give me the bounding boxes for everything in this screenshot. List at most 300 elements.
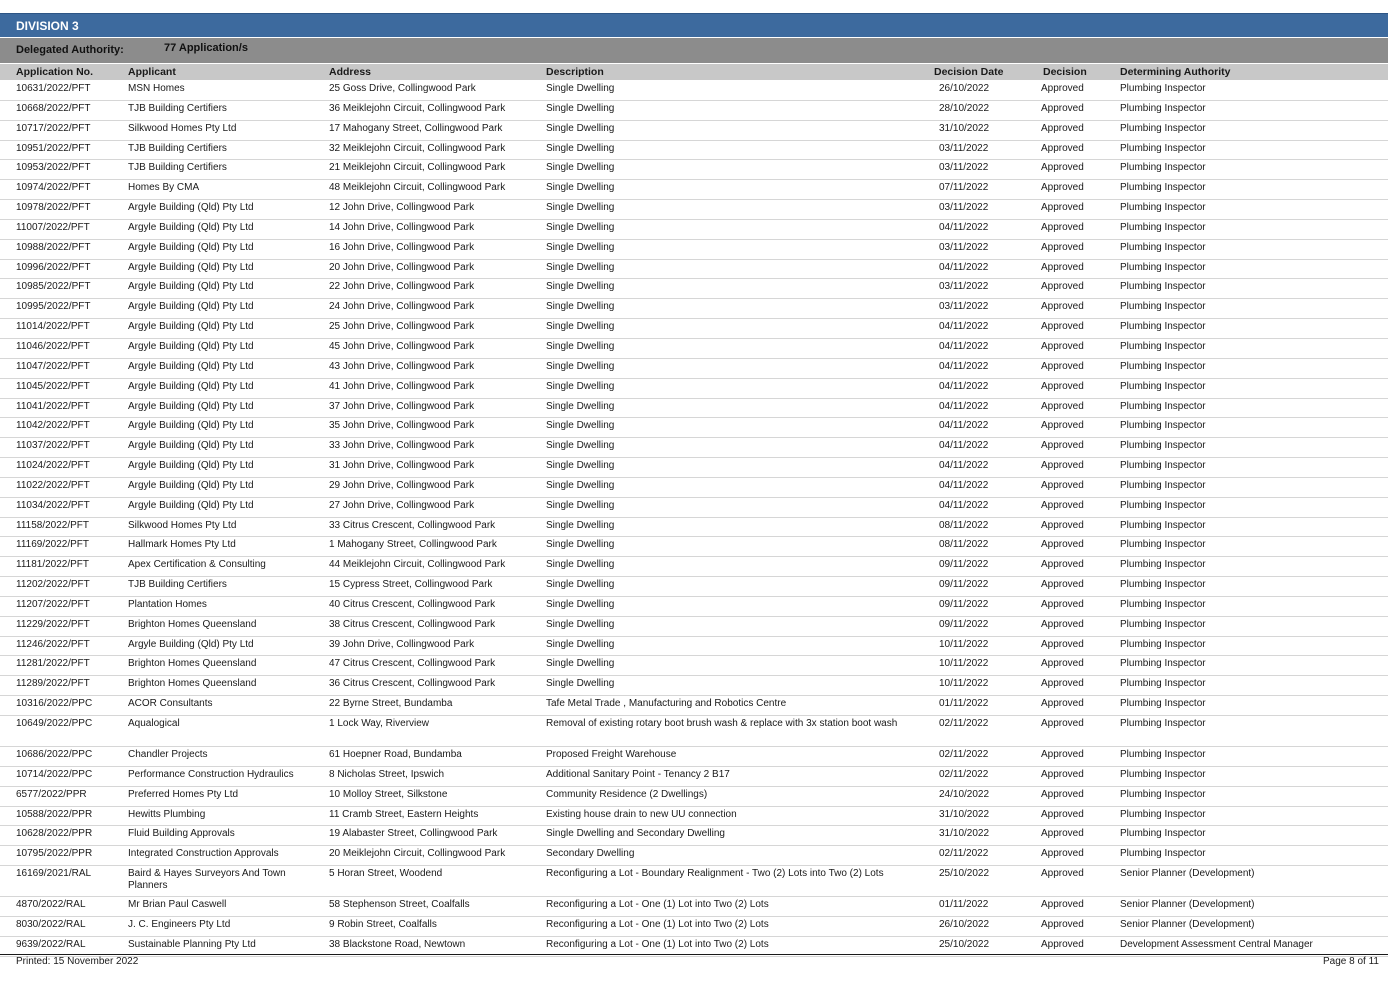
determining-authority-cell: Development Assessment Central Manager: [1120, 938, 1313, 950]
table-row: [0, 676, 1388, 696]
decision-date-cell: 04/11/2022: [939, 479, 989, 491]
determining-authority-cell: Plumbing Inspector: [1120, 718, 1206, 729]
determining-authority-cell: Plumbing Inspector: [1120, 321, 1206, 333]
table-row: [0, 826, 1388, 846]
determining-authority-cell: Plumbing Inspector: [1120, 638, 1206, 650]
decision-cell: Approved: [1041, 678, 1084, 690]
determining-authority-cell: Senior Planner (Development): [1120, 899, 1255, 911]
column-header-application-no: Application No.: [16, 66, 93, 78]
decision-date-cell: 04/11/2022: [939, 321, 989, 333]
authority-bar: [0, 38, 1388, 63]
table-row: [0, 141, 1388, 161]
decision-cell: Approved: [1041, 340, 1084, 352]
description-cell: Single Dwelling: [546, 83, 615, 94]
address-cell: 22 Byrne Street, Bundamba: [329, 698, 453, 710]
decision-date-cell: 02/11/2022: [939, 848, 989, 860]
table-row: [0, 557, 1388, 577]
determining-authority-cell: Plumbing Inspector: [1120, 440, 1206, 452]
applicant-cell: Silkwood Homes Pty Ltd: [128, 519, 237, 531]
page-footer: [0, 954, 1388, 975]
determining-authority-cell: Plumbing Inspector: [1120, 579, 1206, 591]
decision-date-cell: 04/11/2022: [939, 440, 989, 452]
applicant-cell: Hallmark Homes Pty Ltd: [128, 539, 236, 551]
description-cell: Single Dwelling: [546, 658, 615, 670]
decision-cell: Approved: [1041, 848, 1084, 860]
description-cell: Reconfiguring a Lot - One (1) Lot into Two (2) Lots: [546, 899, 769, 911]
address-cell: 14 John Drive, Collingwood Park: [329, 221, 475, 233]
applicant-cell: Aqualogical: [128, 718, 180, 729]
decision-cell: Approved: [1041, 618, 1084, 630]
application-no-cell: 11041/2022/PFT: [16, 400, 90, 412]
application-no-cell: 10714/2022/PPC: [16, 768, 93, 780]
decision-cell: Approved: [1041, 768, 1084, 780]
determining-authority-cell: Plumbing Inspector: [1120, 281, 1206, 293]
decision-date-cell: 04/11/2022: [939, 221, 989, 233]
decision-date-cell: 03/11/2022: [939, 241, 989, 253]
applicant-cell: Argyle Building (Qld) Pty Ltd: [128, 202, 254, 214]
decision-cell: Approved: [1041, 360, 1084, 372]
table-row: [0, 478, 1388, 498]
table-row: [0, 597, 1388, 617]
address-cell: 39 John Drive, Collingwood Park: [329, 638, 475, 650]
table-row: [0, 200, 1388, 220]
address-cell: 20 Meiklejohn Circuit, Collingwood Park: [329, 848, 506, 860]
decision-date-cell: 09/11/2022: [939, 618, 989, 630]
address-cell: 38 Blackstone Road, Newtown: [329, 938, 466, 950]
applicant-cell: Argyle Building (Qld) Pty Ltd: [128, 340, 254, 352]
description-cell: Single Dwelling: [546, 460, 615, 472]
table-row: [0, 458, 1388, 478]
application-no-cell: 11158/2022/PFT: [16, 519, 90, 531]
application-no-cell: 4870/2022/RAL: [16, 899, 86, 911]
determining-authority-cell: Plumbing Inspector: [1120, 420, 1206, 432]
address-cell: 8 Nicholas Street, Ipswich: [329, 768, 445, 780]
table-row: [0, 767, 1388, 787]
applicant-cell: MSN Homes: [128, 83, 185, 94]
application-no-cell: 11042/2022/PFT: [16, 420, 90, 432]
determining-authority-cell: Plumbing Inspector: [1120, 658, 1206, 670]
description-cell: Single Dwelling: [546, 142, 615, 154]
table-row: [0, 359, 1388, 379]
address-cell: 15 Cypress Street, Collingwood Park: [329, 579, 493, 591]
application-no-cell: 6577/2022/PPR: [16, 788, 87, 800]
determining-authority-cell: Plumbing Inspector: [1120, 380, 1206, 392]
application-no-cell: 10995/2022/PFT: [16, 301, 91, 313]
address-cell: 27 John Drive, Collingwood Park: [329, 499, 475, 511]
decision-date-cell: 03/11/2022: [939, 301, 989, 313]
address-cell: 38 Citrus Crescent, Collingwood Park: [329, 618, 496, 630]
application-no-cell: 16169/2021/RAL: [16, 868, 92, 880]
decision-cell: Approved: [1041, 718, 1084, 729]
determining-authority-cell: Plumbing Inspector: [1120, 479, 1206, 491]
decision-cell: Approved: [1041, 380, 1084, 392]
determining-authority-cell: Plumbing Inspector: [1120, 559, 1206, 571]
determining-authority-cell: Plumbing Inspector: [1120, 142, 1206, 154]
address-cell: 11 Cramb Street, Eastern Heights: [329, 808, 479, 820]
decision-date-cell: 08/11/2022: [939, 519, 989, 531]
description-cell: Single Dwelling: [546, 598, 615, 610]
description-cell: Reconfiguring a Lot - Boundary Realignment - Two (2) Lots into Two (2) Lots: [546, 868, 884, 880]
column-header-address: Address: [329, 66, 372, 78]
table-row: [0, 747, 1388, 767]
application-no-cell: 10649/2022/PPC: [16, 718, 93, 729]
description-cell: Existing house drain to new UU connection: [546, 808, 737, 820]
decision-date-cell: 24/10/2022: [939, 788, 990, 800]
application-no-cell: 11037/2022/PFT: [16, 440, 90, 452]
application-no-cell: 9639/2022/RAL: [16, 938, 86, 950]
description-cell: Single Dwelling: [546, 559, 615, 571]
application-no-cell: 11207/2022/PFT: [16, 598, 90, 610]
determining-authority-cell: Plumbing Inspector: [1120, 202, 1206, 214]
applicant-cell: Argyle Building (Qld) Pty Ltd: [128, 241, 254, 253]
table-row: [0, 160, 1388, 180]
address-cell: 35 John Drive, Collingwood Park: [329, 420, 475, 432]
description-cell: Single Dwelling: [546, 519, 615, 531]
application-no-cell: 10988/2022/PFT: [16, 241, 91, 253]
address-cell: 1 Mahogany Street, Collingwood Park: [329, 539, 497, 551]
decision-cell: Approved: [1041, 281, 1084, 293]
decision-cell: Approved: [1041, 321, 1084, 333]
description-cell: Single Dwelling: [546, 678, 615, 690]
applicant-cell: Preferred Homes Pty Ltd: [128, 788, 239, 800]
address-cell: 9 Robin Street, Coalfalls: [329, 918, 437, 930]
application-no-cell: 10951/2022/PFT: [16, 142, 91, 154]
description-cell: Reconfiguring a Lot - One (1) Lot into Two (2) Lots: [546, 918, 769, 930]
applicant-cell: Baird & Hayes Surveyors And Town Planners: [128, 868, 286, 892]
determining-authority-cell: Plumbing Inspector: [1120, 848, 1206, 860]
address-cell: 44 Meiklejohn Circuit, Collingwood Park: [329, 559, 506, 571]
description-cell: Single Dwelling: [546, 321, 615, 333]
determining-authority-cell: Senior Planner (Development): [1120, 918, 1255, 930]
determining-authority-cell: Plumbing Inspector: [1120, 102, 1206, 114]
determining-authority-cell: Plumbing Inspector: [1120, 519, 1206, 531]
decision-cell: Approved: [1041, 122, 1084, 134]
application-no-cell: 11181/2022/PFT: [16, 559, 90, 571]
address-cell: 16 John Drive, Collingwood Park: [329, 241, 475, 253]
application-no-cell: 10686/2022/PPC: [16, 749, 93, 760]
decision-date-cell: 09/11/2022: [939, 598, 989, 610]
description-cell: Single Dwelling: [546, 261, 615, 273]
table-row: [0, 319, 1388, 339]
application-no-cell: 10628/2022/PPR: [16, 828, 93, 840]
decision-date-cell: 28/10/2022: [939, 102, 990, 114]
applicant-cell: TJB Building Certifiers: [128, 162, 227, 174]
decision-cell: Approved: [1041, 202, 1084, 214]
description-cell: Reconfiguring a Lot - One (1) Lot into Two (2) Lots: [546, 938, 769, 950]
decision-date-cell: 09/11/2022: [939, 579, 989, 591]
table-row: [0, 537, 1388, 557]
applicant-cell: Argyle Building (Qld) Pty Ltd: [128, 221, 254, 233]
decision-cell: Approved: [1041, 241, 1084, 253]
decision-cell: Approved: [1041, 499, 1084, 511]
description-cell: Single Dwelling: [546, 102, 615, 114]
address-cell: 25 Goss Drive, Collingwood Park: [329, 83, 476, 94]
applicant-cell: Argyle Building (Qld) Pty Ltd: [128, 420, 254, 432]
decision-cell: Approved: [1041, 519, 1084, 531]
decision-cell: Approved: [1041, 221, 1084, 233]
description-cell: Single Dwelling: [546, 202, 615, 214]
description-cell: Single Dwelling: [546, 301, 615, 313]
application-no-cell: 10974/2022/PFT: [16, 182, 91, 194]
application-no-cell: 11289/2022/PFT: [16, 678, 90, 690]
decision-date-cell: 04/11/2022: [939, 400, 989, 412]
determining-authority-cell: Plumbing Inspector: [1120, 598, 1206, 610]
application-no-cell: 10631/2022/PFT: [16, 83, 91, 94]
address-cell: 17 Mahogany Street, Collingwood Park: [329, 122, 503, 134]
description-cell: Single Dwelling: [546, 479, 615, 491]
applicant-cell: Argyle Building (Qld) Pty Ltd: [128, 321, 254, 333]
determining-authority-cell: Plumbing Inspector: [1120, 182, 1206, 194]
decision-date-cell: 31/10/2022: [939, 828, 990, 840]
division-title: DIVISION 3: [0, 13, 1388, 37]
decision-cell: Approved: [1041, 598, 1084, 610]
application-no-cell: 11281/2022/PFT: [16, 658, 90, 670]
decision-cell: Approved: [1041, 479, 1084, 491]
address-cell: 22 John Drive, Collingwood Park: [329, 281, 475, 293]
description-cell: Single Dwelling: [546, 380, 615, 392]
decision-cell: Approved: [1041, 788, 1084, 800]
table-row: [0, 807, 1388, 827]
page-number: Page 8 of 11: [1323, 956, 1379, 967]
determining-authority-cell: Plumbing Inspector: [1120, 499, 1206, 511]
table-row: [0, 846, 1388, 866]
determining-authority-cell: Plumbing Inspector: [1120, 122, 1206, 134]
decision-cell: Approved: [1041, 182, 1084, 194]
decision-cell: Approved: [1041, 638, 1084, 650]
determining-authority-cell: Plumbing Inspector: [1120, 221, 1206, 233]
column-header-row: [0, 64, 1388, 80]
applicant-cell: J. C. Engineers Pty Ltd: [128, 918, 231, 930]
applications-table: [0, 81, 1388, 957]
application-no-cell: 11034/2022/PFT: [16, 499, 90, 511]
table-row: [0, 787, 1388, 807]
table-row: [0, 716, 1388, 747]
description-cell: Single Dwelling: [546, 440, 615, 452]
decision-date-cell: 04/11/2022: [939, 460, 989, 472]
table-row: [0, 656, 1388, 676]
decision-cell: Approved: [1041, 539, 1084, 551]
table-row: [0, 260, 1388, 280]
application-no-cell: 11047/2022/PFT: [16, 360, 90, 372]
table-row: [0, 121, 1388, 141]
application-no-cell: 10953/2022/PFT: [16, 162, 91, 174]
table-row: [0, 81, 1388, 101]
printed-date: Printed: 15 November 2022: [16, 956, 139, 967]
decision-date-cell: 09/11/2022: [939, 559, 989, 571]
address-cell: 21 Meiklejohn Circuit, Collingwood Park: [329, 162, 506, 174]
address-cell: 10 Molloy Street, Silkstone: [329, 788, 448, 800]
applicant-cell: Plantation Homes: [128, 598, 207, 610]
decision-cell: Approved: [1041, 828, 1084, 840]
application-no-cell: 11169/2022/PFT: [16, 539, 90, 551]
decision-date-cell: 04/11/2022: [939, 420, 989, 432]
table-row: [0, 279, 1388, 299]
determining-authority-cell: Plumbing Inspector: [1120, 301, 1206, 313]
address-cell: 24 John Drive, Collingwood Park: [329, 301, 475, 313]
address-cell: 43 John Drive, Collingwood Park: [329, 360, 475, 372]
decision-cell: Approved: [1041, 400, 1084, 412]
description-cell: Additional Sanitary Point - Tenancy 2 B17: [546, 768, 730, 780]
description-cell: Single Dwelling: [546, 400, 615, 412]
decision-date-cell: 31/10/2022: [939, 808, 990, 820]
table-row: [0, 418, 1388, 438]
applicant-cell: Hewitts Plumbing: [128, 808, 206, 820]
applicant-cell: ACOR Consultants: [128, 698, 213, 710]
description-cell: Single Dwelling and Secondary Dwelling: [546, 828, 725, 840]
applicant-cell: Argyle Building (Qld) Pty Ltd: [128, 499, 254, 511]
address-cell: 36 Citrus Crescent, Collingwood Park: [329, 678, 496, 690]
table-row: [0, 518, 1388, 538]
decision-cell: Approved: [1041, 658, 1084, 670]
applicant-cell: Argyle Building (Qld) Pty Ltd: [128, 440, 254, 452]
determining-authority-cell: Plumbing Inspector: [1120, 539, 1206, 551]
determining-authority-cell: Plumbing Inspector: [1120, 808, 1206, 820]
decision-cell: Approved: [1041, 142, 1084, 154]
application-no-cell: 10316/2022/PPC: [16, 698, 93, 710]
decision-date-cell: 25/10/2022: [939, 868, 990, 880]
address-cell: 41 John Drive, Collingwood Park: [329, 380, 475, 392]
applicant-cell: Performance Construction Hydraulics: [128, 768, 294, 780]
application-count: 77 Application/s: [164, 42, 248, 54]
application-no-cell: 11229/2022/PFT: [16, 618, 90, 630]
decision-date-cell: 02/11/2022: [939, 768, 989, 780]
application-no-cell: 10985/2022/PFT: [16, 281, 91, 293]
decision-date-cell: 25/10/2022: [939, 938, 990, 950]
description-cell: Single Dwelling: [546, 122, 615, 134]
table-row: [0, 637, 1388, 657]
description-cell: Single Dwelling: [546, 579, 615, 591]
table-row: [0, 696, 1388, 716]
application-no-cell: 11022/2022/PFT: [16, 479, 90, 491]
description-cell: Single Dwelling: [546, 182, 615, 194]
decision-date-cell: 01/11/2022: [939, 698, 989, 710]
table-row: [0, 399, 1388, 419]
applicant-cell: Chandler Projects: [128, 749, 208, 760]
decision-cell: Approved: [1041, 749, 1084, 760]
description-cell: Single Dwelling: [546, 638, 615, 650]
determining-authority-cell: Senior Planner (Development): [1120, 868, 1255, 880]
table-row: [0, 339, 1388, 359]
determining-authority-cell: Plumbing Inspector: [1120, 749, 1206, 760]
applicant-cell: Sustainable Planning Pty Ltd: [128, 938, 256, 950]
determining-authority-cell: Plumbing Inspector: [1120, 828, 1206, 840]
column-header-description: Description: [546, 66, 604, 78]
description-cell: Removal of existing rotary boot brush wash & replace with 3x station boot wash: [546, 718, 898, 729]
application-no-cell: 11202/2022/PFT: [16, 579, 90, 591]
decision-date-cell: 02/11/2022: [939, 718, 989, 729]
applicant-cell: Silkwood Homes Pty Ltd: [128, 122, 237, 134]
description-cell: Single Dwelling: [546, 539, 615, 551]
table-row: [0, 617, 1388, 637]
decision-date-cell: 10/11/2022: [939, 678, 989, 690]
address-cell: 47 Citrus Crescent, Collingwood Park: [329, 658, 496, 670]
address-cell: 12 John Drive, Collingwood Park: [329, 202, 475, 214]
applicant-cell: Brighton Homes Queensland: [128, 678, 257, 690]
determining-authority-cell: Plumbing Inspector: [1120, 768, 1206, 780]
table-row: [0, 180, 1388, 200]
determining-authority-cell: Plumbing Inspector: [1120, 83, 1206, 94]
decision-date-cell: 03/11/2022: [939, 162, 989, 174]
address-cell: 61 Hoepner Road, Bundamba: [329, 749, 462, 760]
table-row: [0, 577, 1388, 597]
decision-date-cell: 03/11/2022: [939, 281, 989, 293]
table-row: [0, 897, 1388, 917]
determining-authority-cell: Plumbing Inspector: [1120, 400, 1206, 412]
address-cell: 37 John Drive, Collingwood Park: [329, 400, 475, 412]
decision-date-cell: 04/11/2022: [939, 360, 989, 372]
address-cell: 20 John Drive, Collingwood Park: [329, 261, 475, 273]
applicant-cell: Mr Brian Paul Caswell: [128, 899, 227, 911]
determining-authority-cell: Plumbing Inspector: [1120, 460, 1206, 472]
determining-authority-cell: Plumbing Inspector: [1120, 261, 1206, 273]
description-cell: Community Residence (2 Dwellings): [546, 788, 708, 800]
decision-date-cell: 01/11/2022: [939, 899, 989, 911]
address-cell: 40 Citrus Crescent, Collingwood Park: [329, 598, 496, 610]
decision-cell: Approved: [1041, 559, 1084, 571]
applicant-cell: Argyle Building (Qld) Pty Ltd: [128, 301, 254, 313]
description-cell: Single Dwelling: [546, 221, 615, 233]
determining-authority-cell: Plumbing Inspector: [1120, 788, 1206, 800]
application-no-cell: 10996/2022/PFT: [16, 261, 91, 273]
decision-cell: Approved: [1041, 698, 1084, 710]
applicant-cell: Argyle Building (Qld) Pty Ltd: [128, 638, 254, 650]
decision-cell: Approved: [1041, 440, 1084, 452]
address-cell: 48 Meiklejohn Circuit, Collingwood Park: [329, 182, 506, 194]
applicant-cell: Argyle Building (Qld) Pty Ltd: [128, 360, 254, 372]
description-cell: Single Dwelling: [546, 420, 615, 432]
applicant-cell: TJB Building Certifiers: [128, 579, 227, 591]
applicant-cell: Argyle Building (Qld) Pty Ltd: [128, 400, 254, 412]
applicant-cell: Argyle Building (Qld) Pty Ltd: [128, 479, 254, 491]
application-no-cell: 11007/2022/PFT: [16, 221, 90, 233]
decision-cell: Approved: [1041, 918, 1084, 930]
address-cell: 1 Lock Way, Riverview: [329, 718, 430, 729]
application-no-cell: 10795/2022/PPR: [16, 848, 93, 860]
decision-cell: Approved: [1041, 301, 1084, 313]
decision-date-cell: 04/11/2022: [939, 380, 989, 392]
applicant-cell: Brighton Homes Queensland: [128, 618, 257, 630]
decision-date-cell: 08/11/2022: [939, 539, 989, 551]
decision-date-cell: 03/11/2022: [939, 142, 989, 154]
application-no-cell: 11046/2022/PFT: [16, 340, 90, 352]
authority-label: Delegated Authority:: [16, 44, 124, 56]
determining-authority-cell: Plumbing Inspector: [1120, 241, 1206, 253]
applicant-cell: TJB Building Certifiers: [128, 102, 227, 114]
decision-cell: Approved: [1041, 868, 1084, 880]
decision-date-cell: 10/11/2022: [939, 658, 989, 670]
applicant-cell: Argyle Building (Qld) Pty Ltd: [128, 281, 254, 293]
table-row: [0, 866, 1388, 897]
address-cell: 19 Alabaster Street, Collingwood Park: [329, 828, 498, 840]
application-no-cell: 10717/2022/PFT: [16, 122, 91, 134]
applicant-cell: Argyle Building (Qld) Pty Ltd: [128, 380, 254, 392]
decision-date-cell: 04/11/2022: [939, 261, 989, 273]
application-no-cell: 10588/2022/PPR: [16, 808, 93, 820]
table-row: [0, 220, 1388, 240]
decision-date-cell: 07/11/2022: [939, 182, 989, 194]
address-cell: 32 Meiklejohn Circuit, Collingwood Park: [329, 142, 506, 154]
decision-date-cell: 02/11/2022: [939, 749, 989, 760]
address-cell: 36 Meiklejohn Circuit, Collingwood Park: [329, 102, 506, 114]
description-cell: Single Dwelling: [546, 499, 615, 511]
decision-cell: Approved: [1041, 460, 1084, 472]
description-cell: Tafe Metal Trade , Manufacturing and Robotics Centre: [546, 698, 787, 710]
decision-date-cell: 04/11/2022: [939, 499, 989, 511]
determining-authority-cell: Plumbing Inspector: [1120, 618, 1206, 630]
application-no-cell: 11246/2022/PFT: [16, 638, 90, 650]
table-row: [0, 379, 1388, 399]
decision-cell: Approved: [1041, 899, 1084, 911]
